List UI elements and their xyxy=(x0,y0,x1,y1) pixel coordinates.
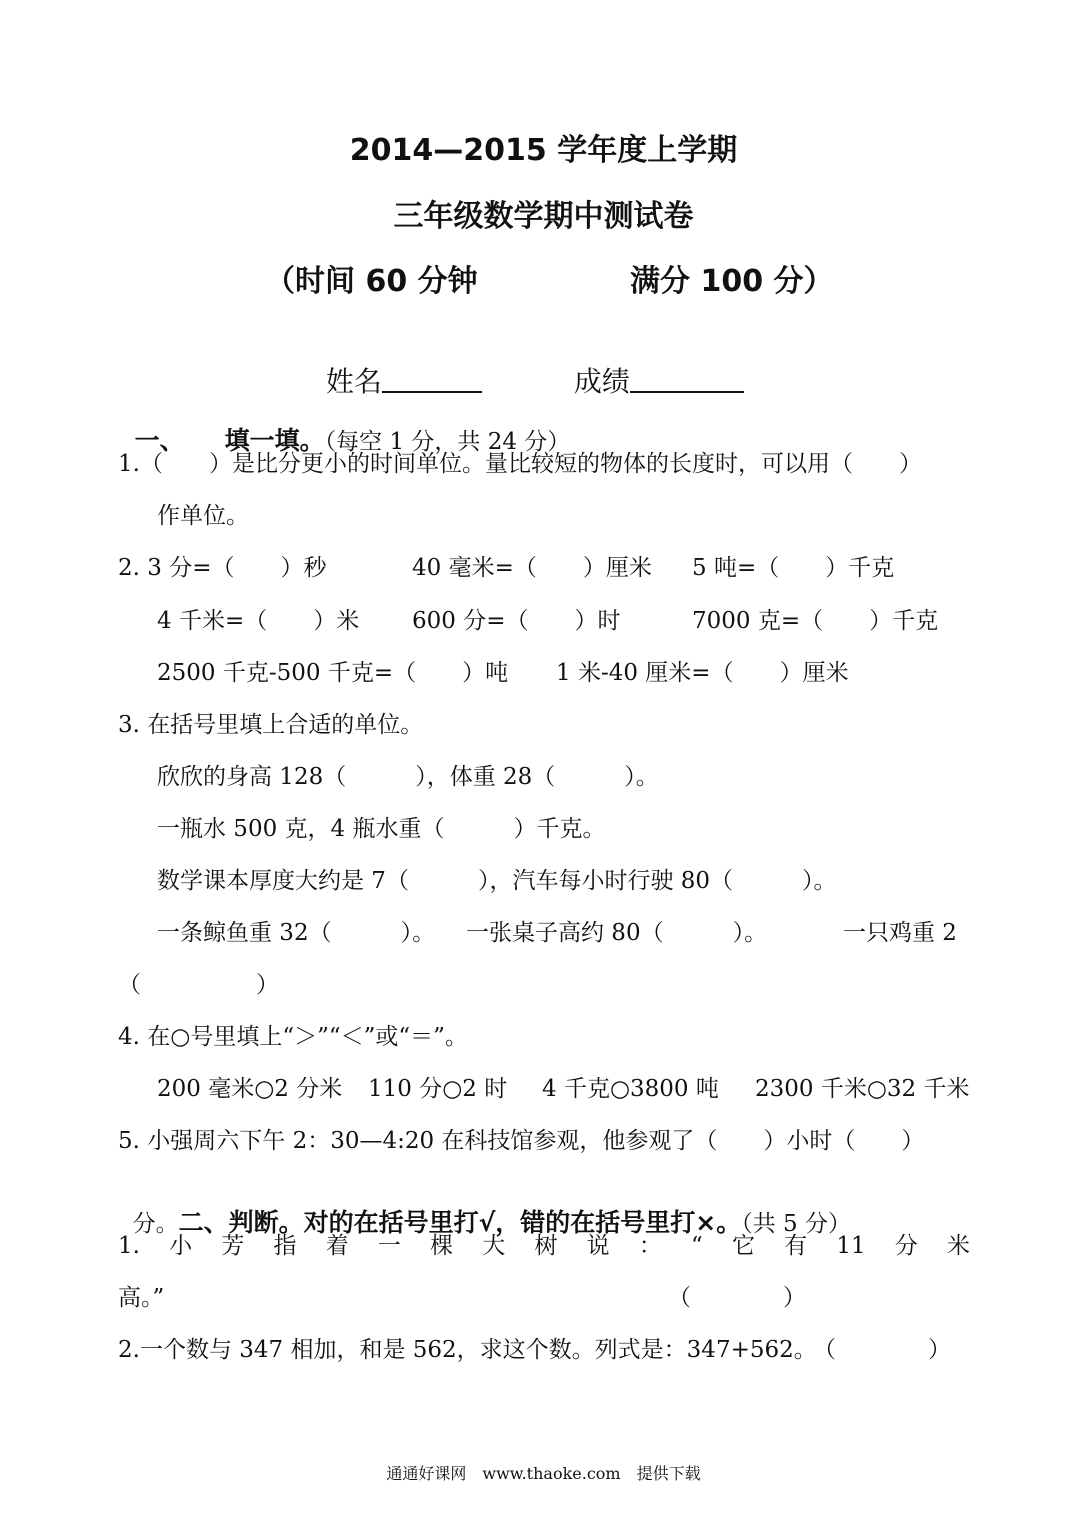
judge-q1-token: 11 xyxy=(836,1233,866,1259)
q4-head: 4. 在○号里填上“＞”“＜”或“＝”。 xyxy=(118,1024,468,1050)
q3-line4b: 一张桌子高约 80（ ）。 xyxy=(466,920,768,946)
judge-q1-token: 小 xyxy=(169,1233,193,1259)
section1-note: （每空 1 分，共 24 分） xyxy=(324,429,571,455)
name-label: 姓名 xyxy=(325,365,382,398)
q3-line4a: 一条鲸鱼重 32（ ）。 xyxy=(157,920,436,946)
judge-q1-token: 它 xyxy=(731,1233,755,1259)
section2-note: （共 5 分） xyxy=(741,1211,852,1237)
footer-source: 通通好课网 www.thaoke.com 提供下载 xyxy=(386,1464,701,1483)
q2-c: 5 吨=（ ）千克 xyxy=(692,555,895,581)
judge-q1-line1 xyxy=(118,1231,970,1261)
judge-q1-token: 有 xyxy=(784,1233,808,1259)
judge-q1-token: 芳 xyxy=(221,1233,245,1259)
q3-line2: 一瓶水 500 克，4 瓶水重（ ）千克。 xyxy=(157,816,606,842)
judge-q1-answer[interactable]: （ ） xyxy=(668,1285,806,1311)
q3-head: 3. 在括号里填上合适的单位。 xyxy=(118,712,424,738)
q4-d: 2300 千米○32 千米 xyxy=(755,1076,970,1102)
q2-h: 1 米-40 厘米=（ ）厘米 xyxy=(556,660,849,686)
q4-c: 4 千克○3800 吨 xyxy=(542,1076,719,1102)
judge-q1-token: 1. xyxy=(118,1233,140,1259)
full-score: 满分 100 分） xyxy=(630,264,834,299)
q3-line4c: 一只鸡重 2 xyxy=(843,920,957,946)
judge-q1-token: “ xyxy=(691,1233,703,1259)
q5-line1: 5. 小强周六下午 2：30—4:20 在科技馆参观，他参观了（ ）小时（ ） xyxy=(118,1128,925,1154)
title-year: 2014—2015 学年度上学期 xyxy=(349,133,738,168)
score-label: 成绩 xyxy=(573,365,630,398)
section1-number: 一、 xyxy=(134,426,185,455)
q2-b: 40 毫米=（ ）厘米 xyxy=(412,555,652,581)
judge-q1-token: 树 xyxy=(534,1233,558,1259)
judge-q2: 2.一个数与 347 相加，和是 562，求这个数。列式是：347+562。 xyxy=(118,1337,817,1363)
q3-line3: 数学课本厚度大约是 7（ ），汽车每小时行驶 80（ ）。 xyxy=(157,868,837,894)
q1-line2: 作单位。 xyxy=(157,503,249,529)
q5-line2: 分。 xyxy=(132,1211,179,1237)
judge-q1-token: ： xyxy=(638,1233,662,1259)
q3-line1: 欣欣的身高 128（ ），体重 28（ ）。 xyxy=(157,764,659,790)
judge-q1-token: 大 xyxy=(482,1233,506,1259)
judge-q1-token: 棵 xyxy=(430,1233,454,1259)
name-blank[interactable] xyxy=(382,365,482,393)
q2-f: 7000 克=（ ）千克 xyxy=(692,608,939,634)
judge-q1-token: 指 xyxy=(273,1233,297,1259)
q3-line5: （ ） xyxy=(118,972,279,998)
exam-time: （时间 60 分钟 xyxy=(265,264,478,299)
q4-b: 110 分○2 时 xyxy=(368,1076,508,1102)
section2-heading-line xyxy=(118,1178,851,1239)
score-field xyxy=(556,331,744,399)
q2-e: 600 分=（ ）时 xyxy=(412,608,621,634)
q2-d: 4 千米=（ ）米 xyxy=(157,608,360,634)
q2-a: 2. 3 分=（ ）秒 xyxy=(118,555,327,581)
score-blank[interactable] xyxy=(630,365,744,393)
judge-q1-token: 着 xyxy=(325,1233,349,1259)
judge-q1-token: 分 xyxy=(894,1233,918,1259)
judge-q2-answer[interactable]: （ ） xyxy=(813,1337,951,1363)
section2-heading: 二、判断。对的在括号里打√，错的在括号里打×。 xyxy=(178,1208,742,1237)
section1-title: 填一填。 xyxy=(224,426,325,455)
judge-q1-token: 说 xyxy=(586,1233,610,1259)
judge-q1-token: 一 xyxy=(377,1233,401,1259)
section1-heading xyxy=(120,396,570,457)
q2-g: 2500 千克-500 千克=（ ）吨 xyxy=(157,660,509,686)
name-field xyxy=(308,331,482,399)
q1-line1: 1.（ ）是比分更小的时间单位。量比较短的物体的长度时，可以用（ ） xyxy=(118,451,922,477)
q4-a: 200 毫米○2 分米 xyxy=(157,1076,343,1102)
judge-q1-line2: 高。” xyxy=(118,1285,165,1311)
judge-q1-token: 米 xyxy=(947,1233,970,1259)
title-exam: 三年级数学期中测试卷 xyxy=(393,199,694,234)
